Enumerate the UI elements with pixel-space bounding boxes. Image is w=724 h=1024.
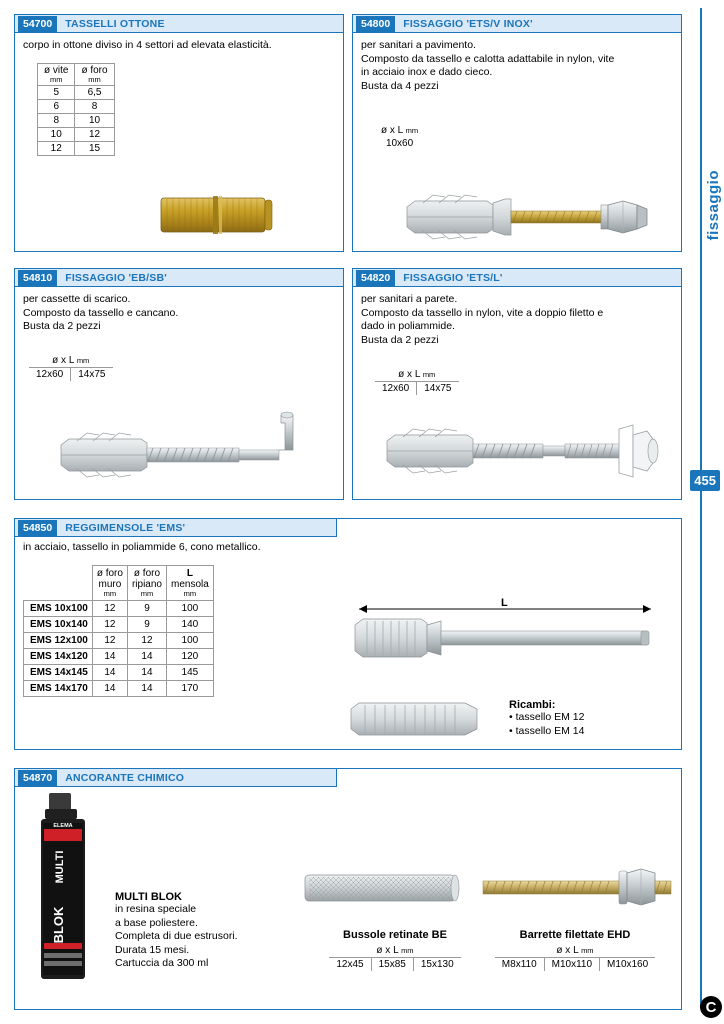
product-line: a base poliestere. [115, 916, 198, 929]
table-row: 10 12 [38, 128, 115, 142]
table-row: 12 15 [38, 142, 115, 156]
product-line: Durata 15 mesi. [115, 943, 190, 956]
table-row: M8x110 M10x110 M10x160 [495, 958, 655, 972]
product-block-54850 [14, 518, 682, 750]
section-label: fissaggio [705, 170, 722, 241]
table-row: 12x45 15x85 15x130 [329, 958, 460, 972]
col-header-diam-x-l: ø x L mm [375, 369, 459, 382]
col-header-diam-foro: ø foro mm [75, 64, 114, 86]
col-header-l-mensola: L mensola mm [166, 566, 213, 601]
product-title: FISSAGGIO 'ETS/L' [403, 271, 503, 284]
product-line: in resina speciale [115, 903, 197, 915]
table-row: EMS 14x170 14 14 170 [24, 681, 214, 697]
table-row: 12x60 14x75 [375, 382, 459, 396]
subtable-bussole [315, 929, 475, 971]
block-header [353, 269, 681, 287]
block-body [353, 287, 681, 499]
spare-parts-info [509, 699, 584, 738]
product-code: 54700 [18, 16, 57, 32]
col-header-foro-ripiano: ø foro ripiano mm [127, 566, 166, 601]
table-row: 6 8 [38, 100, 115, 114]
product-block-54800 [352, 14, 682, 252]
sidebar-rule [700, 8, 720, 1008]
spec-table-barrette [495, 945, 655, 971]
col-header-blank [24, 566, 93, 601]
brand-logo-icon: C [700, 996, 722, 1018]
subtable-barrette [483, 929, 667, 971]
product-title: FISSAGGIO 'ETS/V INOX' [403, 17, 533, 30]
brass-anchor-illustration [155, 188, 275, 248]
product-title: ANCORANTE CHIMICO [65, 771, 185, 784]
ets-l-illustration [381, 411, 671, 489]
block-header [15, 519, 337, 537]
spare-item: • tassello EM 12 [509, 711, 585, 723]
block-header [15, 269, 343, 287]
col-header-diam-x-l: ø x L mm [495, 945, 655, 958]
col-header-diam-vite: ø vite mm [38, 64, 75, 86]
block-body [353, 33, 681, 251]
table-row: EMS 14x145 14 14 145 [24, 665, 214, 681]
product-code: 54810 [18, 270, 57, 286]
svg-text:MULTI: MULTI [54, 850, 66, 884]
ems-illustration [345, 599, 665, 689]
product-info-multiblok [115, 891, 238, 971]
block-body [15, 787, 681, 1009]
table-row: EMS 12x100 12 12 100 [24, 633, 214, 649]
table-row: 8 10 [38, 114, 115, 128]
col-header-diam-x-l: ø x L mm [381, 125, 419, 136]
product-code: 54870 [18, 770, 57, 786]
product-block-54820 [352, 268, 682, 500]
spec-table-bussole [329, 945, 460, 971]
spec-table-54850 [23, 565, 214, 697]
block-header [15, 769, 337, 787]
product-name: MULTI BLOK [115, 891, 183, 903]
spare-item: • tassello EM 14 [509, 724, 585, 737]
product-description: per sanitari a parete. Composto da tassello in nylon, vite a doppio filetto e dado in poliammide. Busta da 2 pezzi [361, 293, 604, 346]
product-title: REGGIMENSOLE 'EMS' [65, 521, 186, 534]
block-body [15, 537, 681, 749]
block-header [353, 15, 681, 33]
page-sidebar [692, 0, 724, 1024]
block-header [15, 15, 343, 33]
table-row: 12x60 14x75 [29, 368, 113, 382]
product-description: per cassette di scarico. Composto da tassello e cancano. Busta da 2 pezzi [23, 293, 179, 332]
page-number: 455 [690, 470, 720, 491]
product-code: 54850 [18, 520, 57, 536]
product-title: TASSELLI OTTONE [65, 17, 165, 30]
subtable-title: Barrette filettate EHD [519, 929, 631, 941]
svg-text:BLOK: BLOK [51, 906, 66, 944]
product-block-54700 [14, 14, 344, 252]
col-header-diam-x-l: ø x L mm [29, 355, 113, 368]
spec-table-54820 [375, 369, 459, 395]
table-row: EMS 14x120 14 14 120 [24, 649, 214, 665]
product-code: 54800 [356, 16, 395, 32]
block-body [15, 33, 343, 251]
cartridge-illustration [33, 793, 103, 983]
spec-table-54700 [37, 63, 115, 156]
col-header-diam-x-l: ø x L mm [329, 945, 460, 958]
product-line: Cartuccia da 300 ml [115, 957, 209, 969]
subtable-title: Bussole retinate BE [343, 929, 447, 941]
mesh-sleeve-illustration [301, 865, 461, 911]
product-line: Completa di due estrusori. [115, 930, 238, 942]
product-block-54870 [14, 768, 682, 1010]
table-row: EMS 10x100 12 9 100 [24, 601, 214, 617]
product-description: corpo in ottone diviso in 4 settori ad elevata elasticità. [23, 39, 272, 51]
svg-text:ELEMA: ELEMA [53, 823, 73, 829]
table-row: 5 6,5 [38, 86, 115, 100]
product-block-54810 [14, 268, 344, 500]
table-row: EMS 10x140 12 9 140 [24, 617, 214, 633]
ets-v-inox-illustration [401, 183, 661, 253]
table-row: 10x60 [385, 138, 414, 149]
product-code: 54820 [356, 270, 395, 286]
spare-parts-title: Ricambi: [509, 699, 556, 711]
product-title: FISSAGGIO 'EB/SB' [65, 271, 167, 284]
product-description: per sanitari a pavimento. Composto da tassello e calotta adattabile in nylon, vite in acciaio inox e dado cieco. Busta da 4 pezzi [361, 39, 615, 92]
spec-table-54810 [29, 355, 113, 381]
col-header-foro-muro: ø foro muro mm [92, 566, 127, 601]
product-description: in acciaio, tassello in poliammide 6, cono metallico. [23, 541, 261, 553]
eb-sb-hook-illustration [55, 405, 325, 485]
threaded-rod-illustration [477, 863, 677, 913]
spare-plug-illustration [345, 697, 495, 741]
spec-table-54800 [375, 125, 424, 150]
svg-text:L: L [501, 597, 508, 609]
block-body [15, 287, 343, 499]
